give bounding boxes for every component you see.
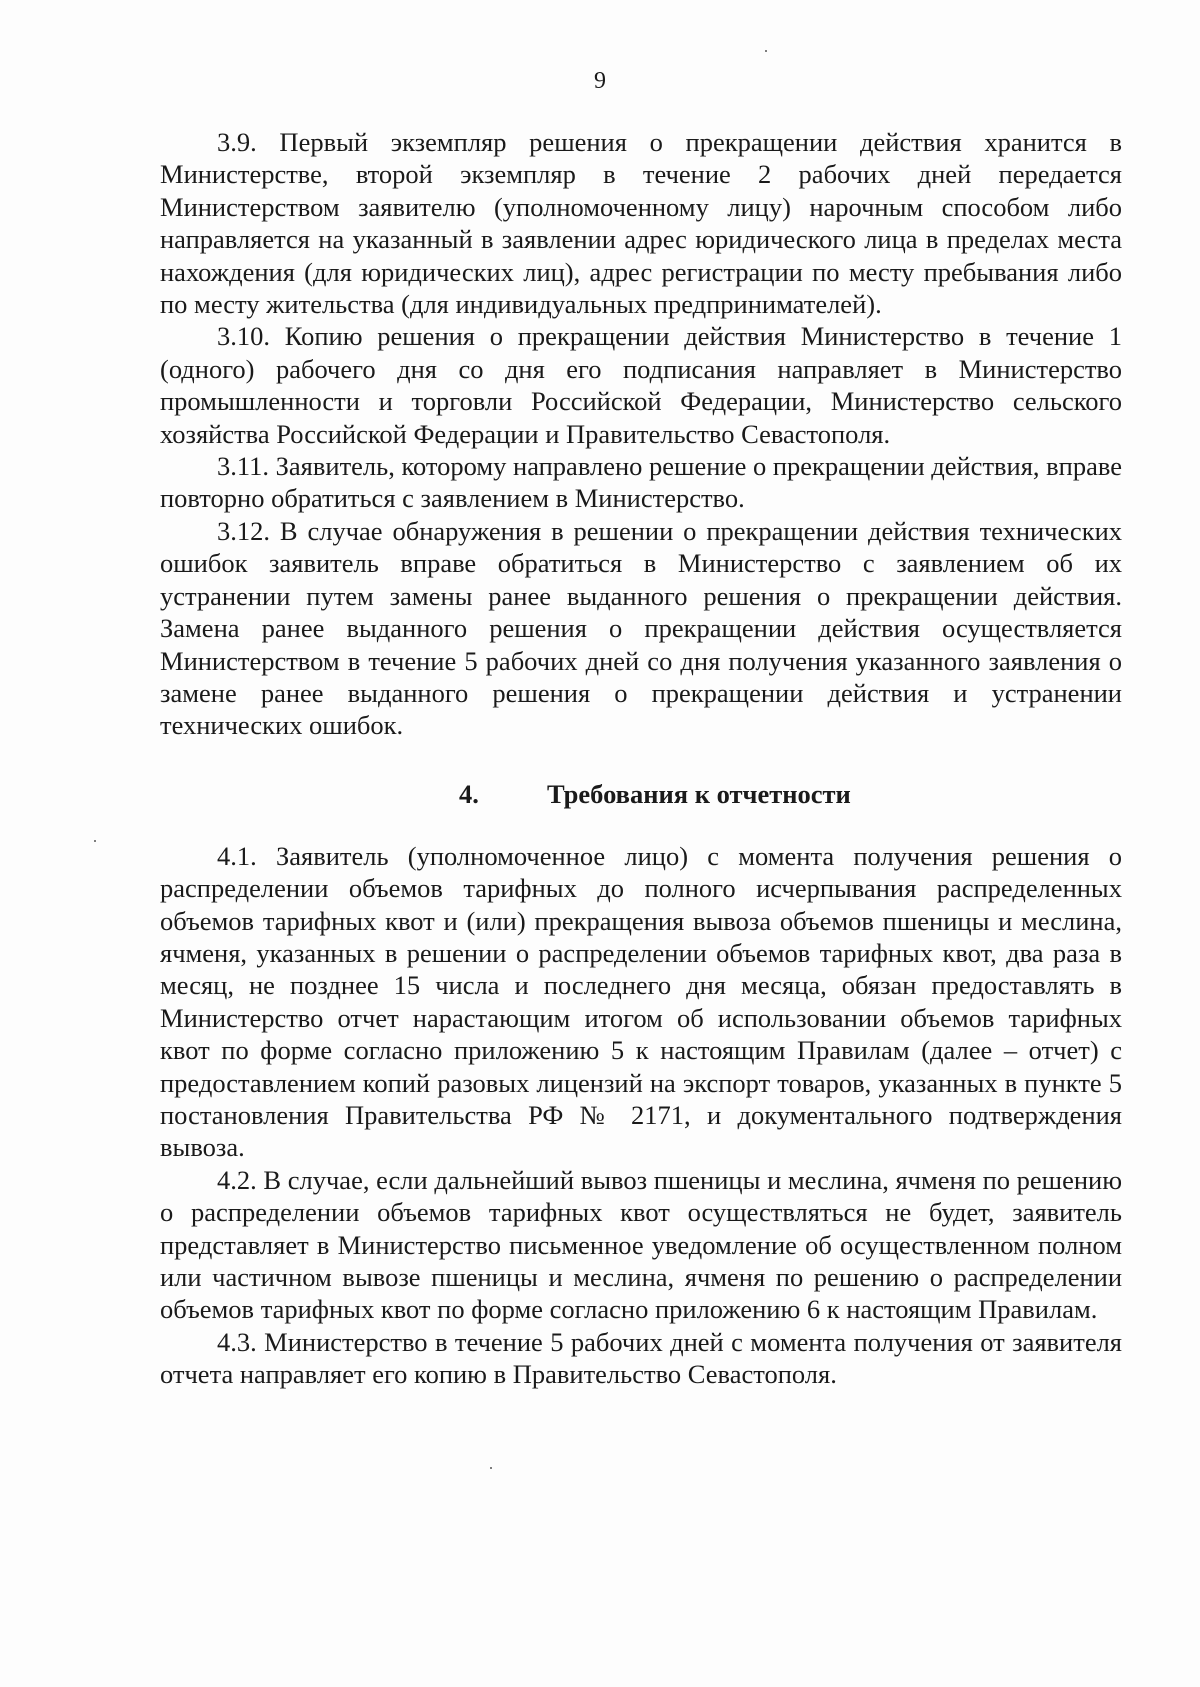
section-title: Требования к отчетности bbox=[547, 778, 851, 809]
paragraph-3-9: 3.9. Первый экземпляр решения о прекращении действия хранится в Министерстве, второй экземпляр в течение 2 рабочих дней передается Министерством заявителю (уполномоченному лицу) нарочным способом либо направляется на указанный в заявлении адрес юридического лица в пределах места нахождения (для юридических лиц), адрес регистрации по месту пребывания либо по месту жительства (для индивидуальных предпринимателей). bbox=[160, 127, 1122, 320]
paragraph-3-10: 3.10. Копию решения о прекращении действия Министерство в течение 1 (одного) рабочего дня со дня его подписания направляет в Министерство промышленности и торговли Российской Федерации, Министерство сельского хозяйства Российской Федерации и Правительство Севастополя. bbox=[160, 321, 1122, 449]
document-body bbox=[160, 126, 1122, 1391]
scan-speck bbox=[94, 840, 96, 842]
paragraph-3-12: 3.12. В случае обнаружения в решении о прекращении действия технических ошибок заявитель вправе обратиться в Министерство с заявлением об их устранении путем замены ранее выданного решения о прекращении действия. Замена ранее выданного решения о прекращении действия осуществляется Министерством в течение 5 рабочих дней со дня получения указанного заявления о замене ранее выданного решения о прекращении действия и устранении технических ошибок. bbox=[160, 515, 1122, 741]
section-number: 4. bbox=[459, 778, 479, 809]
scan-speck bbox=[490, 1467, 492, 1469]
paragraph-3-11: 3.11. Заявитель, которому направлено решение о прекращении действия, вправе повторно обратиться с заявлением в Министерство. bbox=[160, 451, 1122, 514]
paragraph-4-3: 4.3. Министерство в течение 5 рабочих дней с момента получения от заявителя отчета направляет его копию в Правительство Севастополя. bbox=[160, 1326, 1122, 1390]
paragraph-4-2: 4.2. В случае, если дальнейший вывоз пшеницы и меслина, ячменя по решению о распределении объемов тарифных квот осуществляться не будет, заявитель представляет в Министерство письменное уведомление об осуществленном полном или частичном вывозе пшеницы и меслина, ячменя по решению о распределении объемов тарифных квот по форме согласно приложению 6 к настоящим Правилам. bbox=[160, 1164, 1122, 1325]
section-heading bbox=[160, 778, 1122, 810]
page-number: 9 bbox=[594, 68, 606, 94]
scan-speck bbox=[765, 50, 767, 52]
paragraph-4-1: 4.1. Заявитель (уполномоченное лицо) с момента получения решения о распределении объемов тарифных до полного исчерпывания распределенных объемов тарифных квот и (или) прекращения вывоза объемов пшеницы и меслина, ячменя, указанных в решении о распределении объемов тарифных квот, два раза в месяц, не позднее 15 числа и последнего дня месяца, обязан предоставлять в Министерство отчет нарастающим итогом об использовании объемов тарифных квот по форме согласно приложению 5 к настоящим Правилам (далее – отчет) с предоставлением копий разовых лицензий на экспорт товаров, указанных в пункте 5 постановления Правительства РФ № 2171, и документального подтверждения вывоза. bbox=[160, 840, 1122, 1163]
